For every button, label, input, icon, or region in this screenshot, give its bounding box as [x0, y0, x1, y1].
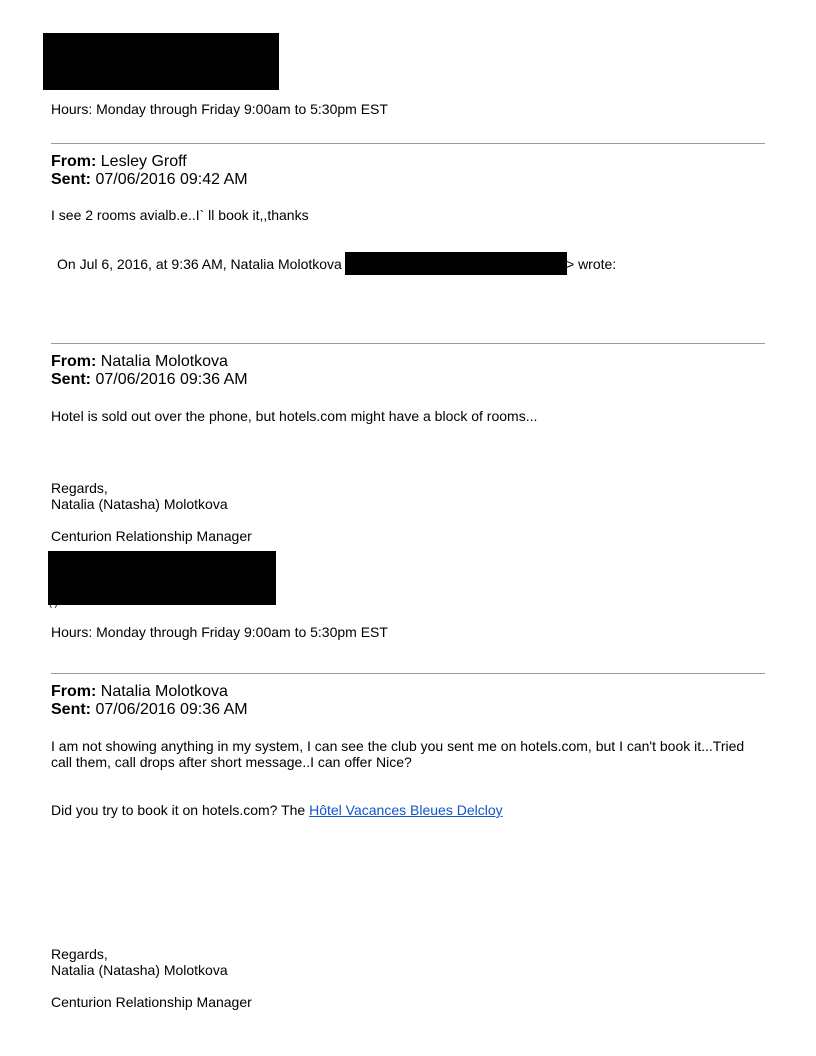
email3-sent-value: 07/06/2016 09:36 AM	[95, 701, 248, 718]
hotel-link[interactable]: Hôtel Vacances Bleues Delcloy	[309, 802, 503, 818]
email1-quote-suffix: > wrote:	[566, 256, 617, 272]
email3-signature-title: Centurion Relationship Manager	[51, 994, 252, 1010]
email2-from	[51, 353, 228, 371]
email2-sent-value: 07/06/2016 09:36 AM	[95, 371, 248, 388]
hours-text-1: Hours: Monday through Friday 9:00am to 5:30pm EST	[51, 101, 388, 117]
email3-signature-name: Natalia (Natasha) Molotkova	[51, 962, 228, 978]
email2-signature-title: Centurion Relationship Manager	[51, 528, 252, 544]
email2-body: Hotel is sold out over the phone, but hotels.com might have a block of rooms...	[51, 408, 538, 424]
email2-from-label: From:	[51, 353, 97, 370]
email2-sent	[51, 371, 248, 389]
email2-from-value: Natalia Molotkova	[100, 353, 228, 370]
email1-sent	[51, 171, 248, 189]
email2-signature-name: Natalia (Natasha) Molotkova	[51, 496, 228, 512]
email1-sent-value: 07/06/2016 09:42 AM	[95, 171, 248, 188]
email1-quote-prefix: On Jul 6, 2016, at 9:36 AM, Natalia Molotkova	[57, 256, 342, 272]
email1-body: I see 2 rooms avialb.e..I` ll book it,,thanks	[51, 207, 309, 223]
email3-question	[51, 802, 503, 818]
hours-text-2: Hours: Monday through Friday 9:00am to 5:30pm EST	[51, 624, 388, 640]
redaction-block-top	[43, 33, 279, 90]
email3-body-line-1: I am not showing anything in my system, I can see the club you sent me on hotels.com, but I can't book it...Tried	[51, 738, 745, 754]
divider-1	[51, 143, 765, 144]
email3-regards: Regards,	[51, 946, 108, 962]
email3-sent-label: Sent:	[51, 701, 91, 718]
divider-2	[51, 343, 765, 344]
redaction-email-address	[345, 252, 567, 275]
email3-body-line-2: call them, call drops after short message..I can offer Nice?	[51, 754, 412, 770]
redaction-block-signature	[48, 551, 276, 605]
email3-sent	[51, 701, 248, 719]
email1-from-value: Lesley Groff	[100, 153, 187, 170]
email3-question-text: Did you try to book it on hotels.com? The	[51, 802, 306, 818]
email1-from	[51, 153, 187, 171]
email3-from-label: From:	[51, 683, 97, 700]
email1-from-label: From:	[51, 153, 97, 170]
email1-sent-label: Sent:	[51, 171, 91, 188]
divider-3	[51, 673, 765, 674]
email2-regards: Regards,	[51, 480, 108, 496]
email3-from	[51, 683, 228, 701]
email2-sent-label: Sent:	[51, 371, 91, 388]
email3-from-value: Natalia Molotkova	[100, 683, 228, 700]
